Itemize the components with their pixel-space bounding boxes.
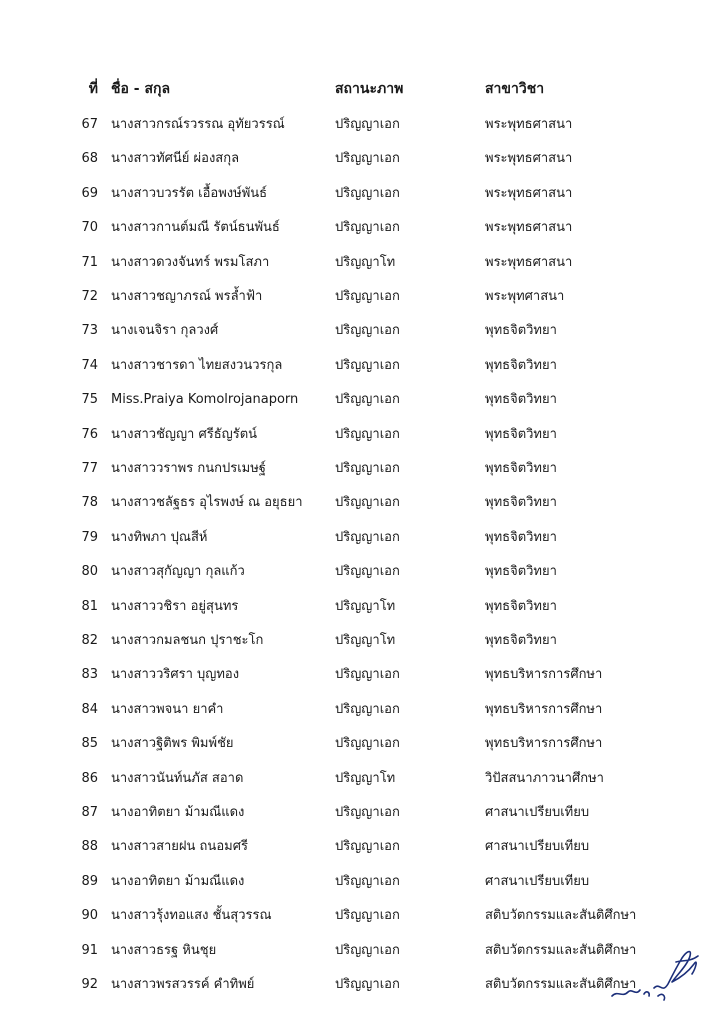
row-number: 67 [81,117,98,132]
row-major: สติบวัตกรรมและสันติศึกษา [485,977,637,992]
row-major: พระพุทธศาสนา [485,117,573,132]
row-name: นางสาวสายฝน ถนอมศรี [111,839,248,855]
row-status: ปริญญาเอก [335,873,400,889]
row-name: นางสาววชิรา อยู่สุนทร [111,598,239,614]
row-major: สติบวัตกรรมและสันติศึกษา [485,942,637,958]
row-number: 88 [81,839,98,855]
signature [606,938,706,1008]
row-status: ปริญญาเอก [335,736,400,752]
row-major: วิปัสสนาภาวนาศึกษา [485,770,604,786]
row-status: ปริญญาเอก [335,185,400,201]
row-status: ปริญญาเอก [335,151,400,167]
row-status: ปริญญาโท [335,633,396,648]
row-name: นางสาวสุกัญญา กุลแก้ว [111,564,245,580]
row-status: ปริญญาเอก [335,426,400,442]
table-row [0,351,724,381]
row-status: ปริญญาโท [335,770,396,786]
row-major: พระพุทศาสนา [485,289,565,304]
row-status: ปริญญาเอก [335,942,400,958]
table-row [0,901,724,931]
row-number: 70 [81,220,98,236]
header-major: สาขาวิชา [485,81,545,97]
table-row [0,316,724,346]
row-name: นางสาวทัศนีย์ ผ่องสกุล [111,151,240,167]
row-name: นางสาวกรณ์รวรรณ อุทัยวรรณ์ [111,117,285,132]
row-number: 85 [81,736,98,752]
row-status: ปริญญาเอก [335,667,400,683]
row-major: ศาสนาเปรียบเทียบ [485,873,590,889]
row-major: พุทธจิตวิทยา [485,633,557,648]
row-major: ศาสนาเปรียบเทียบ [485,805,590,820]
row-number: 72 [81,289,98,304]
row-number: 87 [81,805,98,820]
row-status: ปริญญาเอก [335,323,400,339]
row-name: นางสาววริศรา บุญทอง [111,667,240,683]
row-number: 80 [81,564,98,580]
table-row [0,179,724,209]
header-status: สถานะภาพ [335,81,404,97]
row-major: สติบวัตกรรมและสันติศึกษา [485,908,637,924]
row-status: ปริญญาเอก [335,289,400,304]
table-row [0,764,724,794]
table-row [0,420,724,450]
row-number: 83 [81,667,98,683]
table-header [0,74,724,104]
table-row [0,592,724,622]
row-name: นางสาวพรสวรรค์ คำทิพย์ [111,977,255,992]
row-number: 78 [81,495,98,511]
row-name: นางอาทิตยา ม้ามณีแดง [111,805,245,820]
row-name: นางสาววราพร กนกปรเมษฐ์ [111,461,266,476]
row-name: นางสาวดวงจันทร์ พรมโสภา [111,254,270,270]
row-status: ปริญญาเอก [335,220,400,236]
row-number: 86 [81,770,98,786]
row-major: พระพุทธศาสนา [485,220,573,236]
row-status: ปริญญาเอก [335,357,400,373]
row-number: 69 [81,185,98,201]
row-number: 76 [81,426,98,442]
row-status: ปริญญาเอก [335,908,400,924]
row-name: นางเจนจิรา กุลวงศ์ [111,323,219,339]
table-row [0,832,724,862]
row-name: นางสาวชารดา ไทยสงวนวรกุล [111,357,283,373]
row-number: 75 [81,392,98,408]
row-number: 89 [81,873,98,889]
row-status: ปริญญาเอก [335,839,400,855]
row-number: 71 [81,254,98,270]
row-name: นางทิพภา ปุณสีห์ [111,529,208,545]
row-number: 92 [81,977,98,992]
row-status: ปริญญาเอก [335,977,400,992]
row-major: พระพุทธศาสนา [485,185,573,201]
header-name: ชื่อ - สกุล [111,81,171,97]
table-row [0,144,724,174]
row-status: ปริญญาเอก [335,564,400,580]
table-row [0,626,724,656]
row-major: พระพุทธศาสนา [485,254,573,270]
row-number: 73 [81,323,98,339]
table-row [0,798,724,828]
row-major: พุทธจิตวิทยา [485,598,557,614]
row-major: พุทธจิตวิทยา [485,392,557,408]
row-major: พุทธจิตวิทยา [485,564,557,580]
row-status: ปริญญาโท [335,254,396,270]
row-number: 68 [81,151,98,167]
table-row [0,385,724,415]
row-status: ปริญญาเอก [335,701,400,717]
row-major: พุทธจิตวิทยา [485,426,557,442]
row-major: พุทธจิตวิทยา [485,323,557,339]
table-row [0,729,724,759]
table-row [0,523,724,553]
table-row [0,557,724,587]
row-status: ปริญญาเอก [335,461,400,476]
row-number: 81 [81,598,98,614]
row-major: พุทธจิตวิทยา [485,357,557,373]
row-major: พุทธบริหารการศึกษา [485,736,603,752]
row-name: นางสาวกานต์มณี รัตน์ธนพันธ์ [111,220,280,236]
row-name: Miss.Praiya Komolrojanaporn [111,392,299,408]
row-name: นางสาวบวรรัต เอื้อพงษ์พันธ์ [111,185,268,201]
table-row [0,867,724,897]
row-status: ปริญญาเอก [335,805,400,820]
table-row [0,213,724,243]
row-status: ปริญญาโท [335,598,396,614]
row-major: พุทธจิตวิทยา [485,529,557,545]
header-no: ที่ [88,81,98,97]
row-name: นางสาวพจนา ยาคำ [111,701,224,717]
row-name: นางสาวกมลชนก ปุราชะโก [111,633,264,648]
row-major: พุทธบริหารการศึกษา [485,701,603,717]
row-number: 90 [81,908,98,924]
row-status: ปริญญาเอก [335,392,400,408]
row-name: นางสาวนันท์นภัส สอาด [111,770,244,786]
table-row [0,248,724,278]
row-number: 84 [81,701,98,717]
row-name: นางอาทิตยา ม้ามณีแดง [111,873,245,889]
table-row [0,695,724,725]
row-number: 91 [81,942,98,958]
row-number: 74 [81,357,98,373]
row-name: นางสาวฐิติพร พิมพ์ชัย [111,736,234,752]
row-major: พุทธจิตวิทยา [485,495,557,511]
row-name: นางสาวธรฐ หินชุย [111,942,217,958]
row-major: พระพุทธศาสนา [485,151,573,167]
table-row [0,110,724,140]
row-name: นางสาวชลัฐธร อุไรพงษ์ ณ อยุธยา [111,495,303,511]
table-row [0,488,724,518]
table-row [0,282,724,312]
row-status: ปริญญาเอก [335,117,400,132]
row-number: 79 [81,529,98,545]
row-major: พุทธจิตวิทยา [485,461,557,476]
row-name: นางสาวชัญญา ศรีธัญรัตน์ [111,426,258,442]
table-row [0,660,724,690]
row-name: นางสาวชญาภรณ์ พรล้ำฟ้า [111,289,263,304]
row-name: นางสาวรุ้งทอแสง ชั้นสุวรรณ [111,908,272,924]
row-number: 77 [81,461,98,476]
table-row [0,454,724,484]
row-status: ปริญญาเอก [335,529,400,545]
row-number: 82 [81,633,98,648]
row-major: พุทธบริหารการศึกษา [485,667,603,683]
row-status: ปริญญาเอก [335,495,400,511]
row-major: ศาสนาเปรียบเทียบ [485,839,590,855]
